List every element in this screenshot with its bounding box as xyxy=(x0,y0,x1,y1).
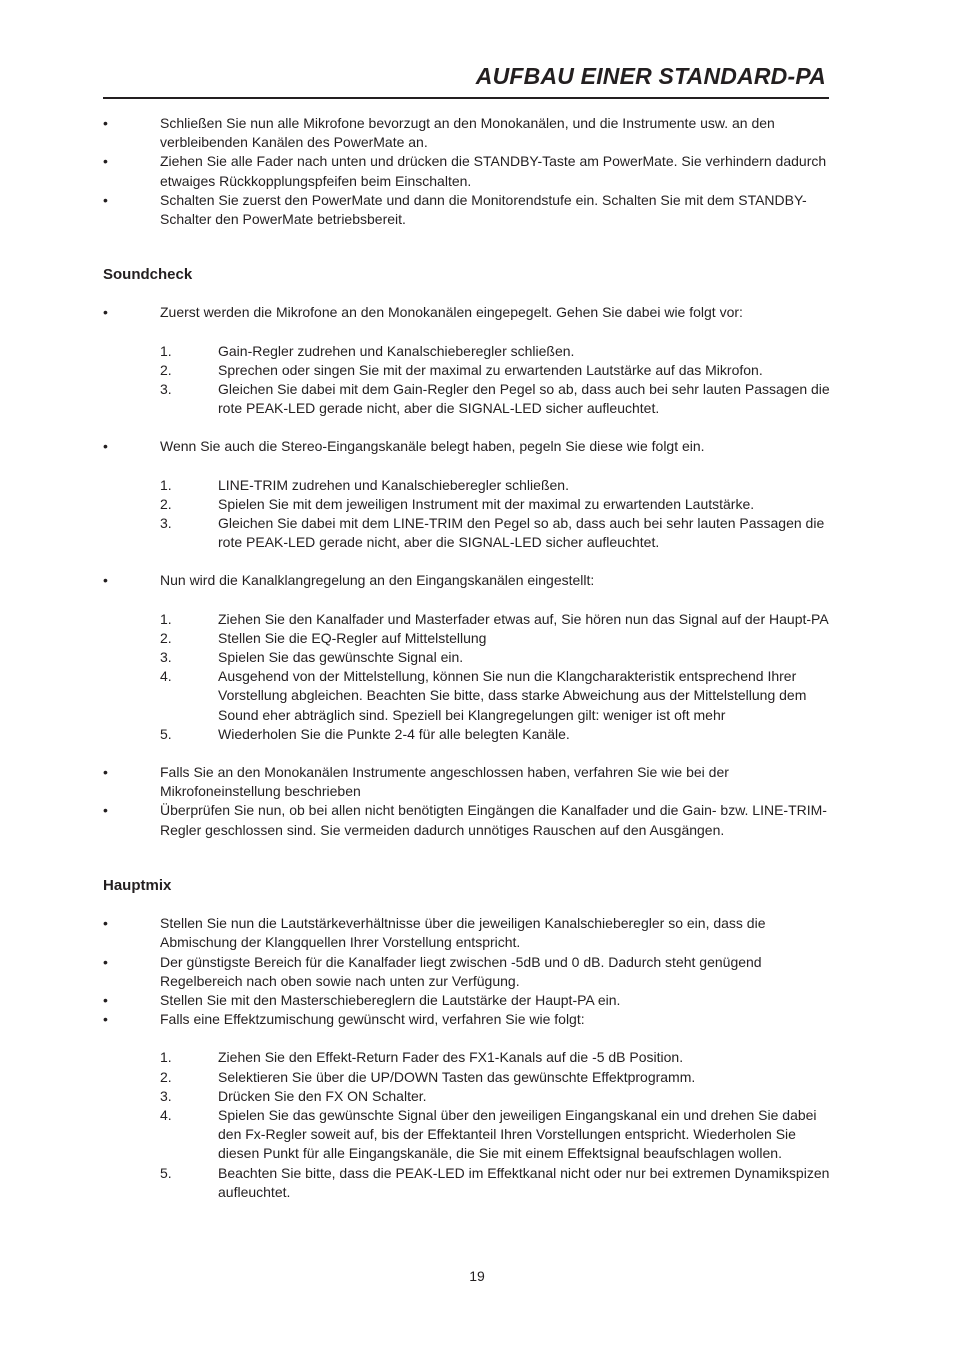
step-text: Stellen Sie die EQ-Regler auf Mittelstellung xyxy=(218,629,487,646)
intro-bullet xyxy=(103,191,833,229)
numbered-step xyxy=(103,667,833,725)
step-text: Gain-Regler zudrehen und Kanalschieberegler schließen. xyxy=(218,342,575,359)
numbered-step xyxy=(103,1048,833,1067)
step-number: 5. xyxy=(160,1164,172,1181)
bullet-text: Überprüfen Sie nun, ob bei allen nicht benötigten Eingängen die Kanalfader und die Gain- bzw. LINE-TRIM-Regler geschlossen sind. Sie vermeiden dadurch unnötiges Rauschen auf den Ausgängen. xyxy=(160,802,827,838)
bullet-text: Der günstigste Bereich für die Kanalfader liegt zwischen -5dB und 0 dB. Dadurch steht genügend Regelbereich nach oben sowie nach unten zur Verfügung. xyxy=(160,953,762,989)
step-number: 1. xyxy=(160,1049,172,1066)
bullet-text: Stellen Sie nun die Lautstärkeverhältnisse über die jeweiligen Kanalschieberegler so ein, dass die Abmischung der Klangquellen Ihrer Vorstellung entspricht. xyxy=(160,915,766,951)
page-title: AUFBAU EINER STANDARD-PA xyxy=(475,63,826,89)
header-rule xyxy=(103,97,829,99)
soundcheck-steps-mono xyxy=(103,342,833,419)
step-text: Ziehen Sie den Effekt-Return Fader des FX1-Kanals auf die -5 dB Position. xyxy=(218,1049,684,1066)
soundcheck-steps-stereo xyxy=(103,476,833,553)
step-text: Selektieren Sie über die UP/DOWN Tasten das gewünschte Effektprogramm. xyxy=(218,1068,696,1085)
step-text: Spielen Sie das gewünschte Signal ein. xyxy=(218,649,464,666)
numbered-step xyxy=(103,514,833,552)
step-text: Sprechen oder singen Sie mit der maximal zu erwartenden Lautstärke auf das Mikrofon. xyxy=(218,361,763,378)
step-text: Beachten Sie bitte, dass die PEAK-LED im Effektkanal nicht oder nur bei extremen Dynamikspizen aufleuchtet. xyxy=(218,1164,830,1200)
soundcheck-bullet xyxy=(103,801,833,839)
step-number: 3. xyxy=(160,515,172,532)
hauptmix-bullet xyxy=(103,953,833,991)
page-content xyxy=(103,114,833,1221)
step-text: LINE-TRIM zudrehen und Kanalschieberegler schließen. xyxy=(218,476,569,493)
step-text: Spielen Sie das gewünschte Signal über den jeweiligen Eingangskanal ein und drehen Sie dabei den Fx-Regler soweit auf, bis der Effektanteil Ihren Vorstellungen entspricht. Wiederholen Sie diesen Punkt für alle Eingangskanäle, die Sie mit einem Effektsignal beaufschlagen wollen. xyxy=(218,1106,817,1162)
bullet-glyph: • xyxy=(103,802,108,819)
numbered-step xyxy=(103,610,833,629)
step-number: 4. xyxy=(160,1106,172,1123)
step-number: 2. xyxy=(160,495,172,512)
numbered-step xyxy=(103,1087,833,1106)
step-text: Drücken Sie den FX ON Schalter. xyxy=(218,1087,427,1104)
step-number: 3. xyxy=(160,1087,172,1104)
hauptmix-bullet xyxy=(103,991,833,1010)
numbered-step xyxy=(103,361,833,380)
bullet-glyph: • xyxy=(103,191,108,208)
soundcheck-bullet xyxy=(103,571,833,590)
step-text: Ziehen Sie den Kanalfader und Masterfader etwas auf, Sie hören nun das Signal auf der Haupt-PA xyxy=(218,610,829,627)
step-number: 4. xyxy=(160,668,172,685)
bullet-text: Falls Sie an den Monokanälen Instrumente angeschlossen haben, verfahren Sie wie bei der Mikrofoneinstellung beschrieben xyxy=(160,764,729,800)
numbered-step xyxy=(103,629,833,648)
numbered-step xyxy=(103,380,833,418)
hauptmix-bullet xyxy=(103,914,833,952)
bullet-glyph: • xyxy=(103,764,108,781)
numbered-step xyxy=(103,342,833,361)
step-text: Gleichen Sie dabei mit dem Gain-Regler den Pegel so ab, dass auch bei sehr lauten Passagen die rote PEAK-LED gerade nicht, aber die SIGNAL-LED sicher aufleuchtet. xyxy=(218,381,830,417)
numbered-step xyxy=(103,725,833,744)
hauptmix-steps-effects xyxy=(103,1048,833,1202)
step-text: Gleichen Sie dabei mit dem LINE-TRIM den Pegel so ab, dass auch bei sehr lauten Passagen die rote PEAK-LED gerade nicht, aber die SIGNAL-LED sicher aufleuchtet. xyxy=(218,515,825,551)
bullet-glyph: • xyxy=(103,915,108,932)
intro-bullet xyxy=(103,114,833,152)
numbered-step xyxy=(103,1106,833,1164)
intro-bullet xyxy=(103,152,833,190)
bullet-text: Schließen Sie nun alle Mikrofone bevorzugt an den Monokanälen, und die Instrumente usw. an den verbleibenden Kanälen des PowerMate an. xyxy=(160,115,775,151)
soundcheck-bullet xyxy=(103,437,833,456)
bullet-text: Wenn Sie auch die Stereo-Eingangskanäle belegt haben, pegeln Sie diese wie folgt ein. xyxy=(160,438,705,455)
bullet-text: Nun wird die Kanalklangregelung an den Eingangskanälen eingestellt: xyxy=(160,572,595,589)
bullet-glyph: • xyxy=(103,953,108,970)
numbered-step xyxy=(103,1164,833,1202)
step-number: 3. xyxy=(160,381,172,398)
bullet-glyph: • xyxy=(103,304,108,321)
step-text: Ausgehend von der Mittelstellung, können Sie nun die Klangcharakteristik entsprechend Ihrer Vorstellung abgleichen. Beachten Sie bitte, dass starke Abweichung aus der Mittelstellung dem Sound eher abträglich sind. Speziell bei Klangregelungen gilt: weniger ist oft mehr xyxy=(218,668,807,723)
numbered-step xyxy=(103,476,833,495)
step-number: 2. xyxy=(160,1068,172,1085)
hauptmix-bullet xyxy=(103,1010,833,1029)
bullet-text: Zuerst werden die Mikrofone an den Monokanälen eingepegelt. Gehen Sie dabei wie folgt vor: xyxy=(160,304,743,321)
step-number: 2. xyxy=(160,361,172,378)
bullet-text: Stellen Sie mit den Masterschiebereglern die Lautstärke der Haupt-PA ein. xyxy=(160,991,621,1008)
numbered-step xyxy=(103,1068,833,1087)
page-number: 19 xyxy=(469,1268,485,1284)
bullet-text: Ziehen Sie alle Fader nach unten und drücken die STANDBY-Taste am PowerMate. Sie verhindern dadurch etwaiges Rückkopplungspfeifen beim Einschalten. xyxy=(160,153,827,189)
soundcheck-bullet xyxy=(103,763,833,801)
step-number: 3. xyxy=(160,649,172,666)
step-number: 1. xyxy=(160,342,172,359)
numbered-step xyxy=(103,648,833,667)
step-text: Wiederholen Sie die Punkte 2-4 für alle belegten Kanäle. xyxy=(218,725,570,742)
bullet-glyph: • xyxy=(103,1011,108,1028)
bullet-text: Schalten Sie zuerst den PowerMate und dann die Monitorendstufe ein. Schalten Sie mit dem STANDBY-Schalter den PowerMate betriebsbereit. xyxy=(160,191,807,228)
soundcheck-steps-eq xyxy=(103,610,833,744)
soundcheck-heading: Soundcheck xyxy=(103,266,193,284)
step-text: Spielen Sie mit dem jeweiligen Instrument mit der maximal zu erwartenden Lautstärke. xyxy=(218,495,755,512)
numbered-step xyxy=(103,495,833,514)
bullet-glyph: • xyxy=(103,572,108,589)
soundcheck-bullet xyxy=(103,303,833,322)
bullet-glyph: • xyxy=(103,991,108,1008)
step-number: 1. xyxy=(160,610,172,627)
bullet-text: Falls eine Effektzumischung gewünscht wird, verfahren Sie wie folgt: xyxy=(160,1011,585,1028)
step-number: 1. xyxy=(160,476,172,493)
bullet-glyph: • xyxy=(103,153,108,170)
bullet-glyph: • xyxy=(103,115,108,131)
hauptmix-heading: Hauptmix xyxy=(103,876,172,894)
step-number: 5. xyxy=(160,725,172,742)
step-number: 2. xyxy=(160,629,172,646)
bullet-glyph: • xyxy=(103,438,108,455)
